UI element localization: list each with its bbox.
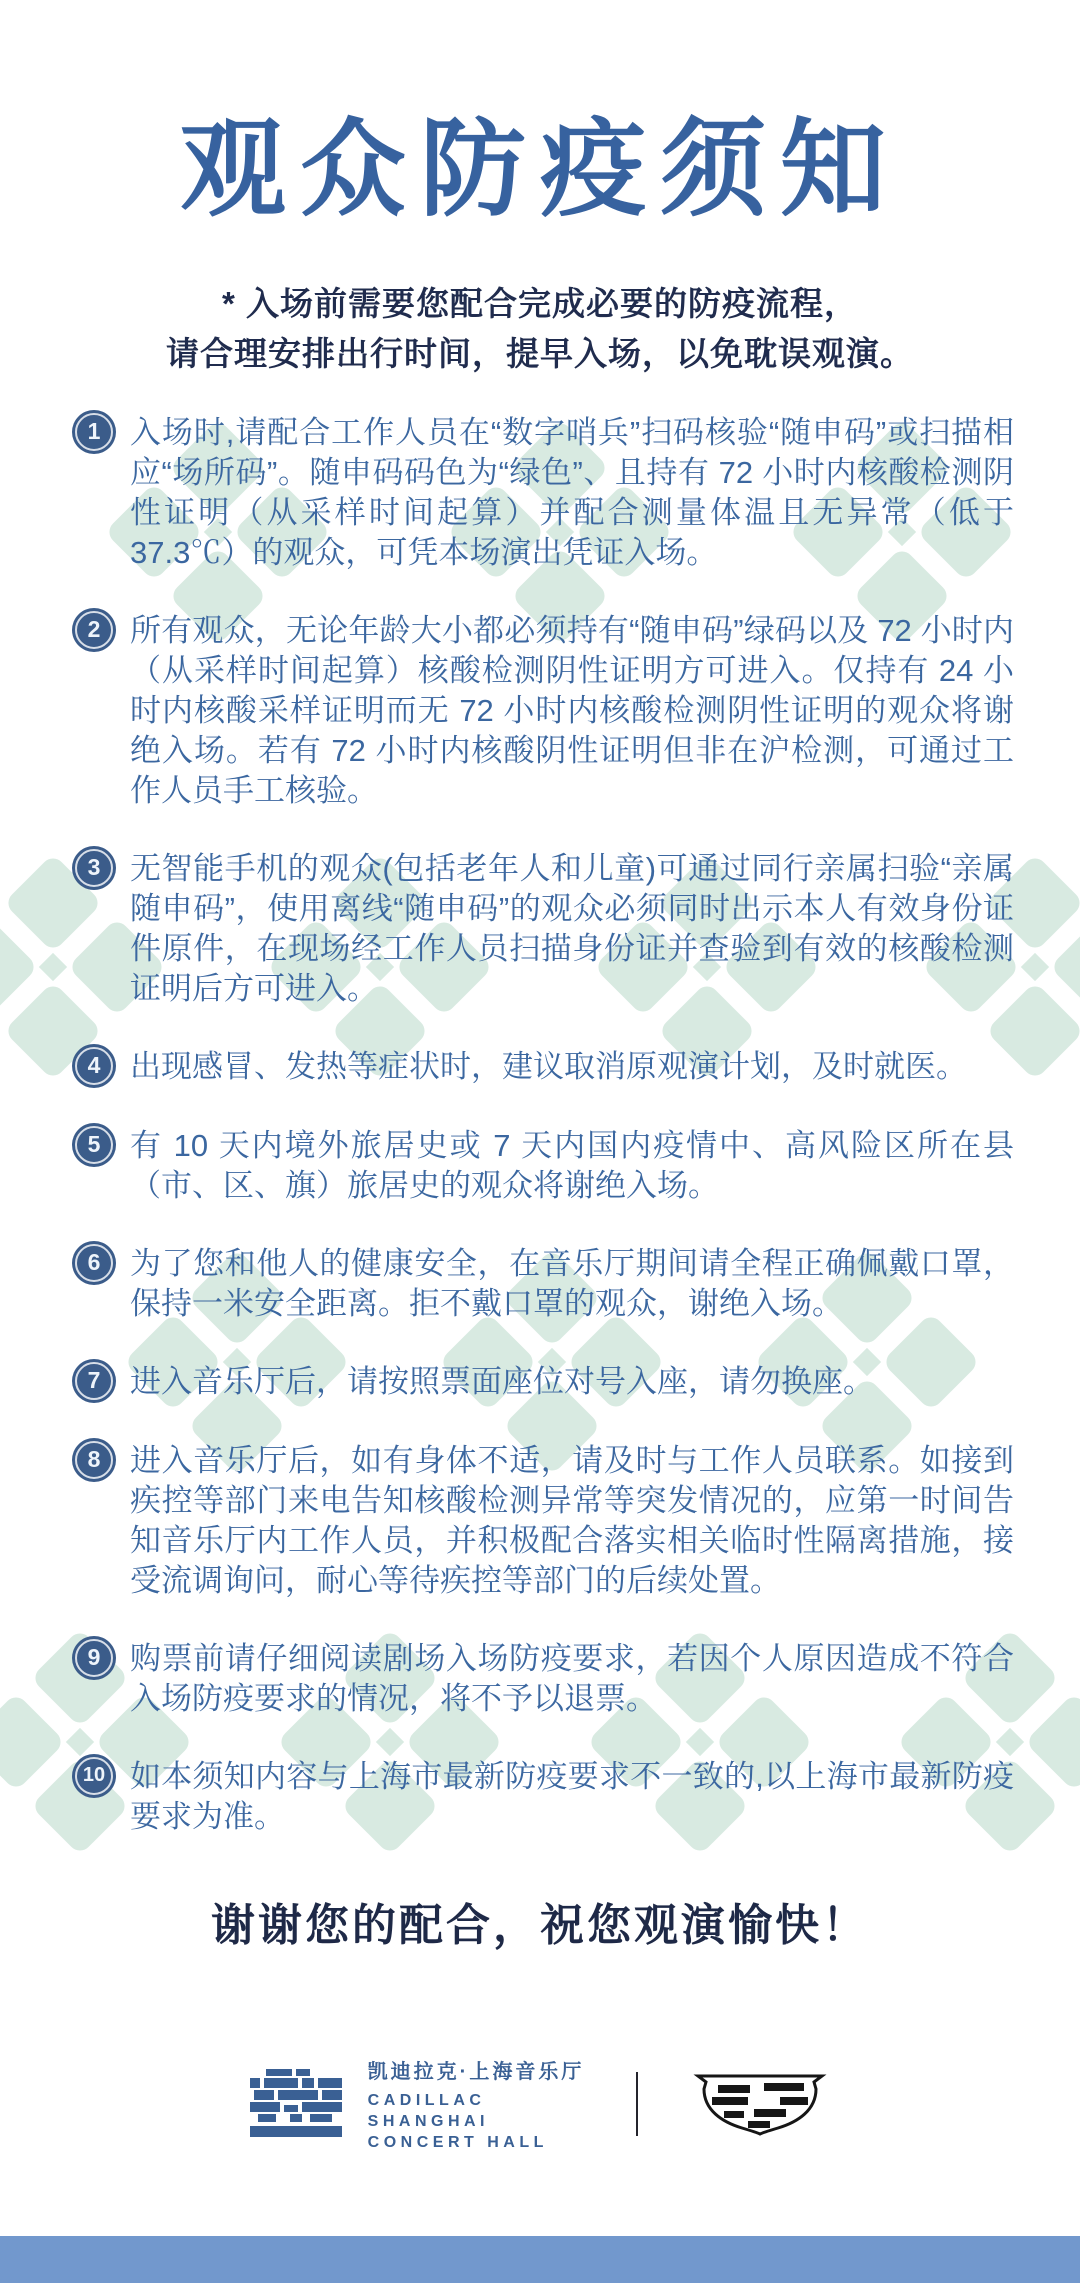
page-title: 观众防疫须知 xyxy=(180,111,900,229)
item-number-badge: 9 xyxy=(72,1636,116,1680)
list-item xyxy=(72,611,1014,811)
item-number-badge: 10 xyxy=(72,1754,116,1798)
footer-divider xyxy=(636,2072,638,2136)
subtitle-line-2: 请合理安排出行时间，提早入场，以免耽误观演。 xyxy=(166,334,914,372)
item-text: 购票前请仔细阅读剧场入场防疫要求，若因个人原因造成不符合入场防疫要求的情况，将不予以退票。 xyxy=(130,1640,1014,1716)
list-item xyxy=(72,1047,1014,1088)
list-item xyxy=(72,1362,1014,1403)
item-number-badge: 1 xyxy=(72,410,116,454)
item-number-badge: 4 xyxy=(72,1044,116,1088)
venue-name-en-3: CONCERT HALL xyxy=(367,2133,548,2151)
shanghai-concert-hall-logo xyxy=(250,2069,342,2139)
list-item xyxy=(72,1441,1014,1601)
item-text: 有 10 天内境外旅居史或 7 天内国内疫情中、高风险区所在县（市、区、旗）旅居史的观众将谢绝入场。 xyxy=(130,1127,1014,1203)
venue-name-cn: 凯迪拉克·上海音乐厅 xyxy=(367,2060,585,2083)
list-item xyxy=(72,849,1014,1009)
list-item xyxy=(72,413,1014,573)
item-number-badge: 7 xyxy=(72,1359,116,1403)
item-text: 无智能手机的观众(包括老年人和儿童)可通过同行亲属扫验“亲属随申码”，使用离线“随申码”的观众必须同时出示本人有效身份证件原件，在现场经工作人员扫描身份证并查验到有效的核酸检测证明后方可进入。 xyxy=(130,850,1014,1006)
item-text: 进入音乐厅后，如有身体不适，请及时与工作人员联系。如接到疾控等部门来电告知核酸检测异常等突发情况的，应第一时间告知音乐厅内工作人员，并积极配合落实相关临时性隔离措施，接受流调询问，耐心等待疾控等部门的后续处置。 xyxy=(130,1442,1014,1598)
cadillac-crest-logo xyxy=(690,2072,830,2136)
closing-message: 谢谢您的配合，祝您观演愉快！ xyxy=(211,1900,869,1950)
item-text: 为了您和他人的健康安全，在音乐厅期间请全程正确佩戴口罩，保持一米安全距离。拒不戴口罩的观众，谢绝入场。 xyxy=(130,1245,1014,1321)
list-item xyxy=(72,1639,1014,1719)
item-text: 入场时,请配合工作人员在“数字哨兵”扫码核验“随申码”或扫描相应“场所码”。随申码码色为“绿色”、且持有 72 小时内核酸检测阴性证明（从采样时间起算）并配合测量体温且无异常（低于 37.3℃）的观众，可凭本场演出凭证入场。 xyxy=(130,414,1014,570)
item-number-badge: 8 xyxy=(72,1438,116,1482)
list-item xyxy=(72,1126,1014,1206)
item-number-badge: 5 xyxy=(72,1123,116,1167)
notice-list xyxy=(0,413,1080,1837)
subtitle-line-1: * 入场前需要您配合完成必要的防疫流程， xyxy=(221,284,858,322)
bottom-accent-bar xyxy=(0,2236,1080,2283)
footer-branding xyxy=(0,2055,1080,2153)
item-text: 进入音乐厅后，请按照票面座位对号入座，请勿换座。 xyxy=(130,1363,874,1399)
subtitle xyxy=(0,279,1080,379)
item-number-badge: 3 xyxy=(72,846,116,890)
notice-poster xyxy=(0,112,1080,2153)
list-item xyxy=(72,1244,1014,1324)
venue-name-en-2: SHANGHAI xyxy=(367,2112,489,2130)
item-text: 所有观众，无论年龄大小都必须持有“随申码”绿码以及 72 小时内（从采样时间起算）核酸检测阴性证明方可进入。仅持有 24 小时内核酸采样证明而无 72 小时内核酸检测阴性证明的观众将谢绝入场。若有 72 小时内核酸阴性证明但非在沪检测，可通过工作人员手工核验。 xyxy=(130,612,1014,808)
venue-name-en-1: CADILLAC xyxy=(367,2091,486,2109)
item-number-badge: 2 xyxy=(72,608,116,652)
item-text: 出现感冒、发热等症状时，建议取消原观演计划，及时就医。 xyxy=(130,1048,967,1084)
list-item xyxy=(72,1757,1014,1837)
venue-name xyxy=(368,2055,585,2153)
item-text: 如本须知内容与上海市最新防疫要求不一致的,以上海市最新防疫要求为准。 xyxy=(130,1758,1014,1834)
item-number-badge: 6 xyxy=(72,1241,116,1285)
